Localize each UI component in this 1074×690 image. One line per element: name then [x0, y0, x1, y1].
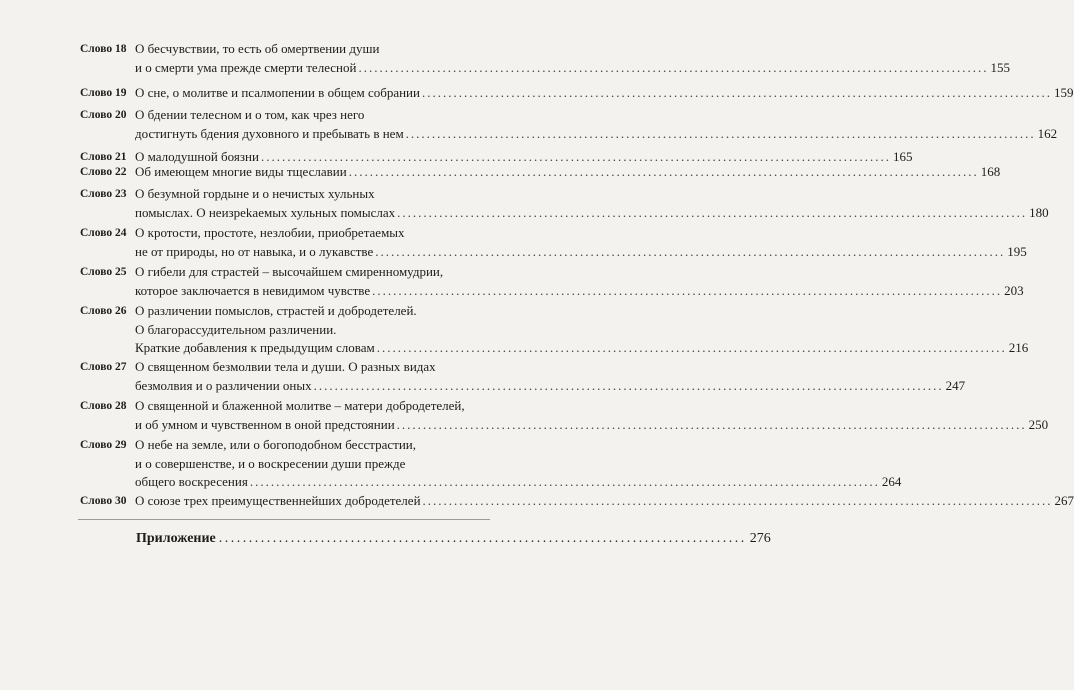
entry-title-text: и об умном и чувственном в оной предстоянии [135, 416, 395, 432]
entry-title-line: О благорассудительном различении. [135, 321, 337, 337]
entry-title-line [135, 84, 1074, 102]
leader-dots: ........................................................................................................................ [249, 474, 880, 489]
entry-title-text: О сне, о молитве и псалмопении в общем собрании [135, 85, 420, 100]
leader-dots: ........................................................................................................................ [372, 282, 1003, 298]
entry-number: Слово 30 [80, 495, 127, 507]
entry-title-text: общего воскресения [135, 474, 248, 489]
entry-title-line [135, 163, 1001, 181]
entry-number: Слово 28 [80, 400, 127, 412]
entry-page-number: 180 [1029, 204, 1049, 220]
entry-page-number: 159 [1053, 85, 1074, 100]
entry-title-text: помыслах. О неизреkаемых хульных помыслах [135, 204, 396, 220]
entry-title-line [135, 282, 1024, 300]
entry-title-line: О священной и блаженной молитве – матери добродетелей, [135, 398, 465, 413]
entry-page-number: 267 [1054, 493, 1074, 508]
entry-page-number: 168 [980, 164, 1001, 179]
entry-title-text: которое заключается в невидимом чувстве [135, 282, 371, 298]
entry-number: Слово 26 [80, 305, 127, 317]
entry-page-number: 155 [990, 59, 1010, 75]
entry-number: Слово 27 [80, 361, 127, 373]
entry-title-text: О малодушной боязни [135, 149, 259, 164]
divider [78, 519, 490, 520]
entry-title-line [135, 204, 1049, 222]
leader-dots: ........................................................................................................................ [405, 125, 1036, 141]
leader-dots: ........................................................................................................................ [375, 243, 1006, 259]
entry-page-number: 247 [945, 377, 966, 393]
entry-title-line [135, 416, 1049, 434]
entry-number: Слово 21 [80, 151, 127, 163]
entry-number: Слово 22 [80, 166, 127, 178]
entry-title-line [135, 377, 966, 395]
entry-title-line: и о совершенстве, и о воскресении души прежде [135, 455, 406, 471]
entry-title-line [135, 339, 1029, 357]
leader-dots: ........................................................................................................................ [396, 416, 1027, 432]
entry-title-line: О безумной гордыне и о нечистых хульных [135, 186, 375, 201]
appendix-page-number: 276 [749, 531, 771, 546]
leader-dots: ........................................................................................................................ [421, 85, 1052, 100]
entry-title-text: Об имеющем многие виды тщеславии [135, 164, 347, 179]
entry-title-line: О различении помыслов, страстей и добродетелей. [135, 303, 417, 318]
entry-page-number: 264 [881, 474, 902, 489]
entry-title-text: достигнуть бдения духовного и пребывать в нем [135, 125, 404, 141]
entry-title-line: О гибели для страстей – высочайшем смиренномудрии, [135, 264, 444, 279]
entry-title-text: безмолвия и о различении оных [135, 377, 312, 393]
leader-dots: ........................................................................................................................ [358, 59, 989, 75]
entry-page-number: 250 [1028, 416, 1049, 432]
entry-title-line [135, 125, 1058, 143]
entry-title-text: Краткие добавления к предыдущим словам [135, 340, 375, 355]
entry-page-number: 195 [1007, 243, 1027, 259]
entry-title-line [135, 473, 902, 491]
appendix-leader-dots: ........................................................................................ [218, 531, 747, 546]
leader-dots: ........................................................................................................................ [422, 493, 1053, 508]
leader-dots: ........................................................................................................................ [376, 340, 1007, 355]
entry-number: Слово 25 [80, 266, 127, 278]
entry-number: Слово 23 [80, 188, 127, 200]
entry-title-text: и о смерти ума прежде смерти телесной [135, 59, 357, 75]
entry-title-line [135, 243, 1027, 261]
leader-dots: ........................................................................................................................ [313, 377, 944, 393]
entry-page-number: 216 [1008, 340, 1029, 355]
leader-dots: ........................................................................................................................ [348, 164, 979, 179]
entry-title-text: О союзе трех преимущественнейших добродетелей [135, 493, 421, 508]
entry-title-line: О бесчувствии, то есть об омертвении души [135, 41, 380, 56]
entry-title-line: О священном безмолвии тела и души. О разных видах [135, 359, 436, 374]
entry-title-line [135, 492, 1074, 510]
leader-dots: ........................................................................................................................ [260, 149, 891, 164]
entry-number: Слово 20 [80, 109, 127, 121]
entry-number: Слово 24 [80, 227, 127, 239]
entry-page-number: 162 [1037, 125, 1058, 141]
entry-page-number: 203 [1004, 282, 1024, 298]
appendix-label: Приложение [136, 531, 216, 546]
entry-title-line: О кротости, простоте, незлобии, приобретаемых [135, 225, 405, 240]
entry-title-line: О бдении телесном и о том, как чрез него [135, 107, 365, 122]
entry-title-line [135, 59, 1010, 77]
appendix-entry[interactable] [136, 528, 771, 550]
entry-number: Слово 29 [80, 439, 127, 451]
leader-dots: ........................................................................................................................ [397, 204, 1028, 220]
entry-number: Слово 19 [80, 87, 127, 99]
entry-number: Слово 18 [80, 43, 127, 55]
entry-page-number: 165 [892, 149, 913, 164]
entry-title-text: не от природы, но от навыка, и о лукавстве [135, 243, 374, 259]
entry-title-line: О небе на земле, или о богоподобном бесстрастии, [135, 437, 417, 452]
